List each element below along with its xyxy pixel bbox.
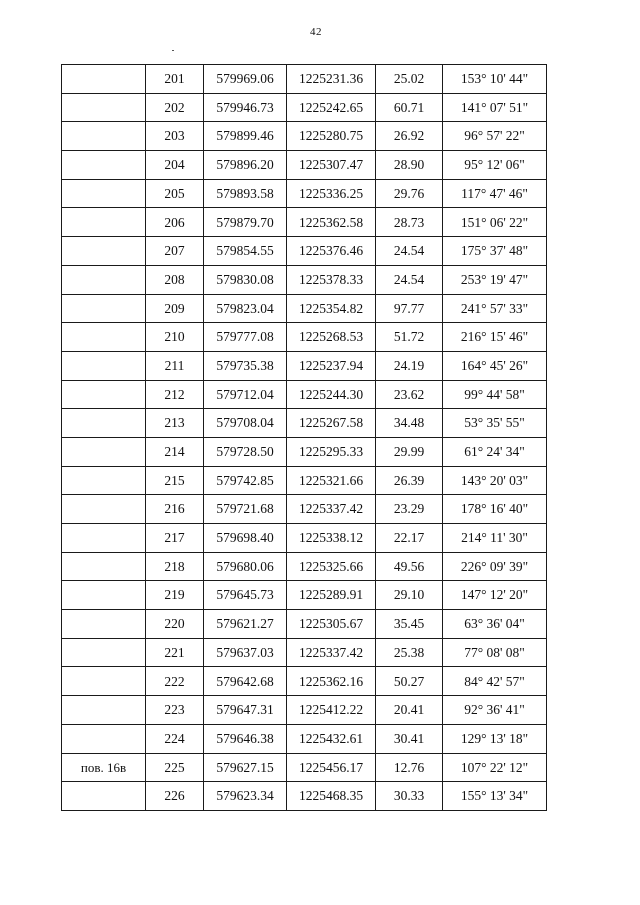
point-number-cell: 205 (146, 179, 204, 208)
bearing-angle-cell: 129° 13' 18" (443, 724, 547, 753)
distance-cell: 28.90 (376, 151, 443, 180)
bearing-angle-cell: 92° 36' 41" (443, 696, 547, 725)
bearing-angle-cell: 151° 06' 22" (443, 208, 547, 237)
table-row (62, 466, 547, 495)
point-label-cell (62, 437, 146, 466)
bearing-angle-cell: 155° 13' 34" (443, 782, 547, 811)
x-coordinate-cell: 579680.06 (204, 552, 287, 581)
table-row (62, 208, 547, 237)
x-coordinate-cell: 579899.46 (204, 122, 287, 151)
point-number-cell: 215 (146, 466, 204, 495)
page-number: 42 (310, 26, 322, 38)
distance-cell: 60.71 (376, 93, 443, 122)
point-number-cell: 213 (146, 409, 204, 438)
point-label-cell (62, 552, 146, 581)
distance-cell: 97.77 (376, 294, 443, 323)
distance-cell: 25.38 (376, 638, 443, 667)
distance-cell: 29.76 (376, 179, 443, 208)
point-number-cell: 208 (146, 265, 204, 294)
y-coordinate-cell: 1225289.91 (287, 581, 376, 610)
point-label-cell (62, 93, 146, 122)
point-number-cell: 212 (146, 380, 204, 409)
point-number-cell: 221 (146, 638, 204, 667)
x-coordinate-cell: 579830.08 (204, 265, 287, 294)
x-coordinate-cell: 579621.27 (204, 610, 287, 639)
distance-cell: 51.72 (376, 323, 443, 352)
point-label-cell (62, 724, 146, 753)
point-label-cell (62, 122, 146, 151)
table-row (62, 351, 547, 380)
table-row (62, 753, 547, 782)
y-coordinate-cell: 1225337.42 (287, 495, 376, 524)
table-row (62, 380, 547, 409)
point-number-cell: 225 (146, 753, 204, 782)
distance-cell: 29.99 (376, 437, 443, 466)
distance-cell: 49.56 (376, 552, 443, 581)
point-number-cell: 209 (146, 294, 204, 323)
bearing-angle-cell: 214° 11' 30" (443, 524, 547, 553)
point-label-cell (62, 65, 146, 94)
point-label-cell (62, 151, 146, 180)
y-coordinate-cell: 1225295.33 (287, 437, 376, 466)
point-label-cell (62, 581, 146, 610)
point-label-cell (62, 265, 146, 294)
y-coordinate-cell: 1225267.58 (287, 409, 376, 438)
x-coordinate-cell: 579823.04 (204, 294, 287, 323)
table-row (62, 437, 547, 466)
bearing-angle-cell: 96° 57' 22" (443, 122, 547, 151)
point-number-cell: 226 (146, 782, 204, 811)
bearing-angle-cell: 107° 22' 12" (443, 753, 547, 782)
y-coordinate-cell: 1225321.66 (287, 466, 376, 495)
table-row (62, 237, 547, 266)
y-coordinate-cell: 1225231.36 (287, 65, 376, 94)
y-coordinate-cell: 1225268.53 (287, 323, 376, 352)
table-row (62, 151, 547, 180)
bearing-angle-cell: 147° 12' 20" (443, 581, 547, 610)
point-number-cell: 222 (146, 667, 204, 696)
x-coordinate-cell: 579708.04 (204, 409, 287, 438)
table-row (62, 696, 547, 725)
table-row (62, 552, 547, 581)
bearing-angle-cell: 241° 57' 33" (443, 294, 547, 323)
distance-cell: 26.92 (376, 122, 443, 151)
y-coordinate-cell: 1225280.75 (287, 122, 376, 151)
point-number-cell: 220 (146, 610, 204, 639)
distance-cell: 25.02 (376, 65, 443, 94)
table-row (62, 179, 547, 208)
bearing-angle-cell: 61° 24' 34" (443, 437, 547, 466)
bearing-angle-cell: 175° 37' 48" (443, 237, 547, 266)
distance-cell: 26.39 (376, 466, 443, 495)
x-coordinate-cell: 579742.85 (204, 466, 287, 495)
distance-cell: 24.54 (376, 237, 443, 266)
point-label-cell (62, 380, 146, 409)
coordinates-table (61, 64, 547, 811)
point-label-cell (62, 323, 146, 352)
y-coordinate-cell: 1225338.12 (287, 524, 376, 553)
table-row (62, 610, 547, 639)
y-coordinate-cell: 1225412.22 (287, 696, 376, 725)
point-label-cell (62, 208, 146, 237)
point-label-cell (62, 638, 146, 667)
bearing-angle-cell: 143° 20' 03" (443, 466, 547, 495)
distance-cell: 35.45 (376, 610, 443, 639)
table-row (62, 667, 547, 696)
bearing-angle-cell: 53° 35' 55" (443, 409, 547, 438)
y-coordinate-cell: 1225337.42 (287, 638, 376, 667)
point-number-cell: 207 (146, 237, 204, 266)
y-coordinate-cell: 1225237.94 (287, 351, 376, 380)
x-coordinate-cell: 579728.50 (204, 437, 287, 466)
y-coordinate-cell: 1225244.30 (287, 380, 376, 409)
x-coordinate-cell: 579647.31 (204, 696, 287, 725)
point-number-cell: 203 (146, 122, 204, 151)
point-label-cell (62, 782, 146, 811)
distance-cell: 12.76 (376, 753, 443, 782)
x-coordinate-cell: 579896.20 (204, 151, 287, 180)
point-label-cell (62, 610, 146, 639)
bearing-angle-cell: 253° 19' 47" (443, 265, 547, 294)
point-number-cell: 202 (146, 93, 204, 122)
table-row (62, 409, 547, 438)
distance-cell: 23.29 (376, 495, 443, 524)
point-label-cell (62, 524, 146, 553)
distance-cell: 50.27 (376, 667, 443, 696)
bearing-angle-cell: 178° 16' 40" (443, 495, 547, 524)
y-coordinate-cell: 1225432.61 (287, 724, 376, 753)
bearing-angle-cell: 226° 09' 39" (443, 552, 547, 581)
bearing-angle-cell: 84° 42' 57" (443, 667, 547, 696)
x-coordinate-cell: 579627.15 (204, 753, 287, 782)
table-row (62, 495, 547, 524)
point-label-cell (62, 696, 146, 725)
y-coordinate-cell: 1225242.65 (287, 93, 376, 122)
point-number-cell: 223 (146, 696, 204, 725)
table-row (62, 724, 547, 753)
distance-cell: 22.17 (376, 524, 443, 553)
table-row (62, 294, 547, 323)
y-coordinate-cell: 1225362.58 (287, 208, 376, 237)
x-coordinate-cell: 579721.68 (204, 495, 287, 524)
bearing-angle-cell: 164° 45' 26" (443, 351, 547, 380)
coordinates-table-body (62, 65, 547, 811)
table-row (62, 524, 547, 553)
point-number-cell: 216 (146, 495, 204, 524)
point-label-cell (62, 466, 146, 495)
bearing-angle-cell: 153° 10' 44" (443, 65, 547, 94)
point-number-cell: 214 (146, 437, 204, 466)
y-coordinate-cell: 1225468.35 (287, 782, 376, 811)
x-coordinate-cell: 579735.38 (204, 351, 287, 380)
x-coordinate-cell: 579623.34 (204, 782, 287, 811)
table-row (62, 265, 547, 294)
x-coordinate-cell: 579893.58 (204, 179, 287, 208)
point-label-cell (62, 237, 146, 266)
point-label-cell (62, 409, 146, 438)
distance-cell: 34.48 (376, 409, 443, 438)
bearing-angle-cell: 216° 15' 46" (443, 323, 547, 352)
y-coordinate-cell: 1225305.67 (287, 610, 376, 639)
table-row (62, 782, 547, 811)
y-coordinate-cell: 1225354.82 (287, 294, 376, 323)
point-number-cell: 201 (146, 65, 204, 94)
x-coordinate-cell: 579712.04 (204, 380, 287, 409)
table-row (62, 323, 547, 352)
point-number-cell: 219 (146, 581, 204, 610)
distance-cell: 28.73 (376, 208, 443, 237)
y-coordinate-cell: 1225376.46 (287, 237, 376, 266)
distance-cell: 23.62 (376, 380, 443, 409)
y-coordinate-cell: 1225378.33 (287, 265, 376, 294)
distance-cell: 30.33 (376, 782, 443, 811)
x-coordinate-cell: 579854.55 (204, 237, 287, 266)
distance-cell: 29.10 (376, 581, 443, 610)
table-row (62, 93, 547, 122)
bearing-angle-cell: 77° 08' 08" (443, 638, 547, 667)
y-coordinate-cell: 1225362.16 (287, 667, 376, 696)
x-coordinate-cell: 579637.03 (204, 638, 287, 667)
table-row (62, 638, 547, 667)
point-label-cell (62, 351, 146, 380)
x-coordinate-cell: 579645.73 (204, 581, 287, 610)
table-row (62, 581, 547, 610)
table-row (62, 65, 547, 94)
point-number-cell: 224 (146, 724, 204, 753)
point-number-cell: 210 (146, 323, 204, 352)
x-coordinate-cell: 579777.08 (204, 323, 287, 352)
distance-cell: 20.41 (376, 696, 443, 725)
point-number-cell: 218 (146, 552, 204, 581)
point-label-cell (62, 495, 146, 524)
bearing-angle-cell: 117° 47' 46" (443, 179, 547, 208)
y-coordinate-cell: 1225336.25 (287, 179, 376, 208)
point-label-cell: пов. 16в (62, 753, 146, 782)
point-number-cell: 217 (146, 524, 204, 553)
point-label-cell (62, 294, 146, 323)
distance-cell: 30.41 (376, 724, 443, 753)
point-number-cell: 204 (146, 151, 204, 180)
point-number-cell: 211 (146, 351, 204, 380)
table-row (62, 122, 547, 151)
bearing-angle-cell: 99° 44' 58" (443, 380, 547, 409)
x-coordinate-cell: 579879.70 (204, 208, 287, 237)
x-coordinate-cell: 579642.68 (204, 667, 287, 696)
x-coordinate-cell: 579698.40 (204, 524, 287, 553)
x-coordinate-cell: 579969.06 (204, 65, 287, 94)
point-label-cell (62, 667, 146, 696)
y-coordinate-cell: 1225325.66 (287, 552, 376, 581)
point-label-cell (62, 179, 146, 208)
x-coordinate-cell: 579946.73 (204, 93, 287, 122)
point-number-cell: 206 (146, 208, 204, 237)
distance-cell: 24.19 (376, 351, 443, 380)
bearing-angle-cell: 95° 12' 06" (443, 151, 547, 180)
x-coordinate-cell: 579646.38 (204, 724, 287, 753)
distance-cell: 24.54 (376, 265, 443, 294)
bearing-angle-cell: 63° 36' 04" (443, 610, 547, 639)
y-coordinate-cell: 1225456.17 (287, 753, 376, 782)
scan-speck (172, 50, 174, 51)
y-coordinate-cell: 1225307.47 (287, 151, 376, 180)
bearing-angle-cell: 141° 07' 51" (443, 93, 547, 122)
